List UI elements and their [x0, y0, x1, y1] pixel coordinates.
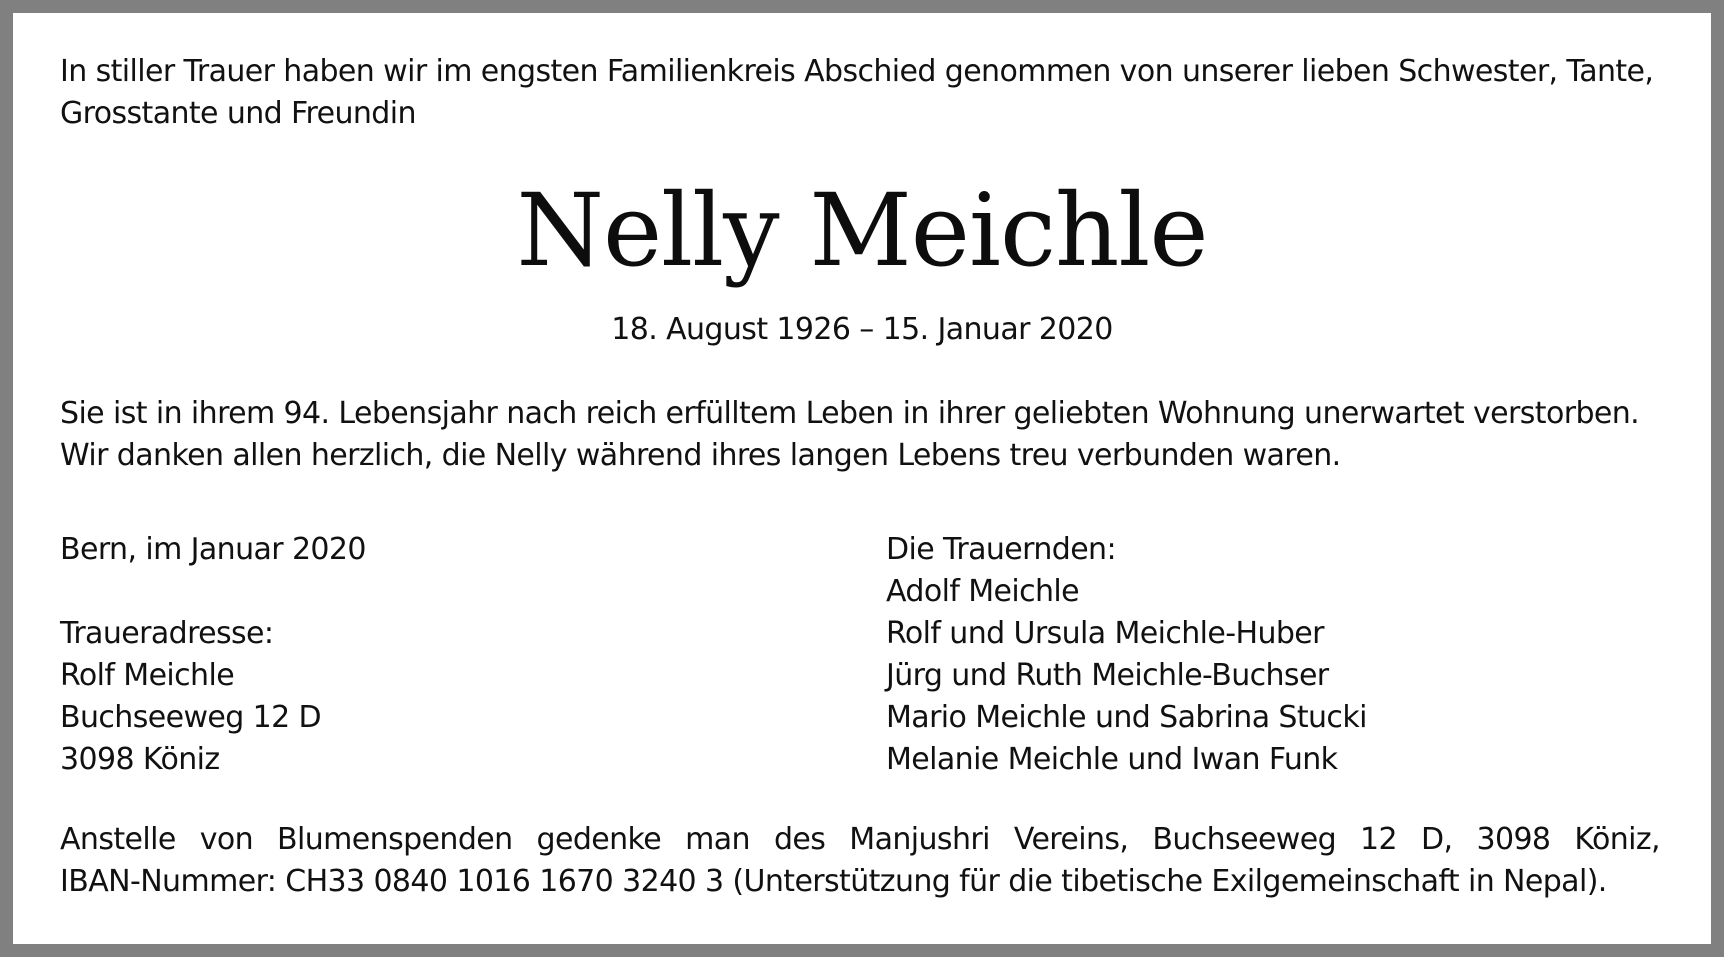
- address-name: Rolf Meichle: [60, 658, 235, 693]
- mourner-name: Jürg und Ruth Meichle-Buchser: [886, 658, 1329, 693]
- obituary-notice: [13, 13, 1711, 944]
- mourners-label: Die Trauernden:: [886, 532, 1116, 567]
- body-line: Sie ist in ihrem 94. Lebensjahr nach reich erfülltem Leben in ihrer geliebten Wohnung unerwartet verstorben.: [60, 396, 1640, 431]
- life-dates: 18. August 1926 – 15. Januar 2020: [611, 312, 1113, 347]
- deceased-name: Nelly Meichle: [516, 172, 1208, 289]
- mourner-name: Adolf Meichle: [886, 574, 1080, 609]
- place-date: Bern, im Januar 2020: [60, 532, 366, 567]
- intro-text: [60, 51, 1660, 135]
- left-column: [60, 529, 366, 781]
- address-street: Buchseeweg 12 D: [60, 700, 322, 735]
- mourner-name: Melanie Meichle und Iwan Funk: [886, 742, 1338, 777]
- mourner-name: Rolf und Ursula Meichle-Huber: [886, 616, 1324, 651]
- intro-line: In stiller Trauer haben wir im engsten Familienkreis Abschied genommen von unserer lieben Schwester, Tante,: [60, 54, 1654, 89]
- body-text: [60, 393, 1639, 477]
- intro-line: Grosstante und Freundin: [60, 96, 416, 131]
- donation-line: Anstelle von Blumenspenden gedenke man des Manjushri Vereins, Buchseeweg 12 D, 3098 Köniz,: [60, 822, 1660, 857]
- address-city: 3098 Köniz: [60, 742, 220, 777]
- mourner-name: Mario Meichle und Sabrina Stucki: [886, 700, 1367, 735]
- mourners-column: [886, 529, 1367, 781]
- address-label: Traueradresse:: [60, 616, 274, 651]
- donation-note: [60, 819, 1660, 903]
- body-line: Wir danken allen herzlich, die Nelly während ihres langen Lebens treu verbunden waren.: [60, 438, 1341, 473]
- donation-line: IBAN-Nummer: CH33 0840 1016 1670 3240 3 (Unterstützung für die tibetische Exilgemeinschaft in Nepal).: [60, 864, 1607, 899]
